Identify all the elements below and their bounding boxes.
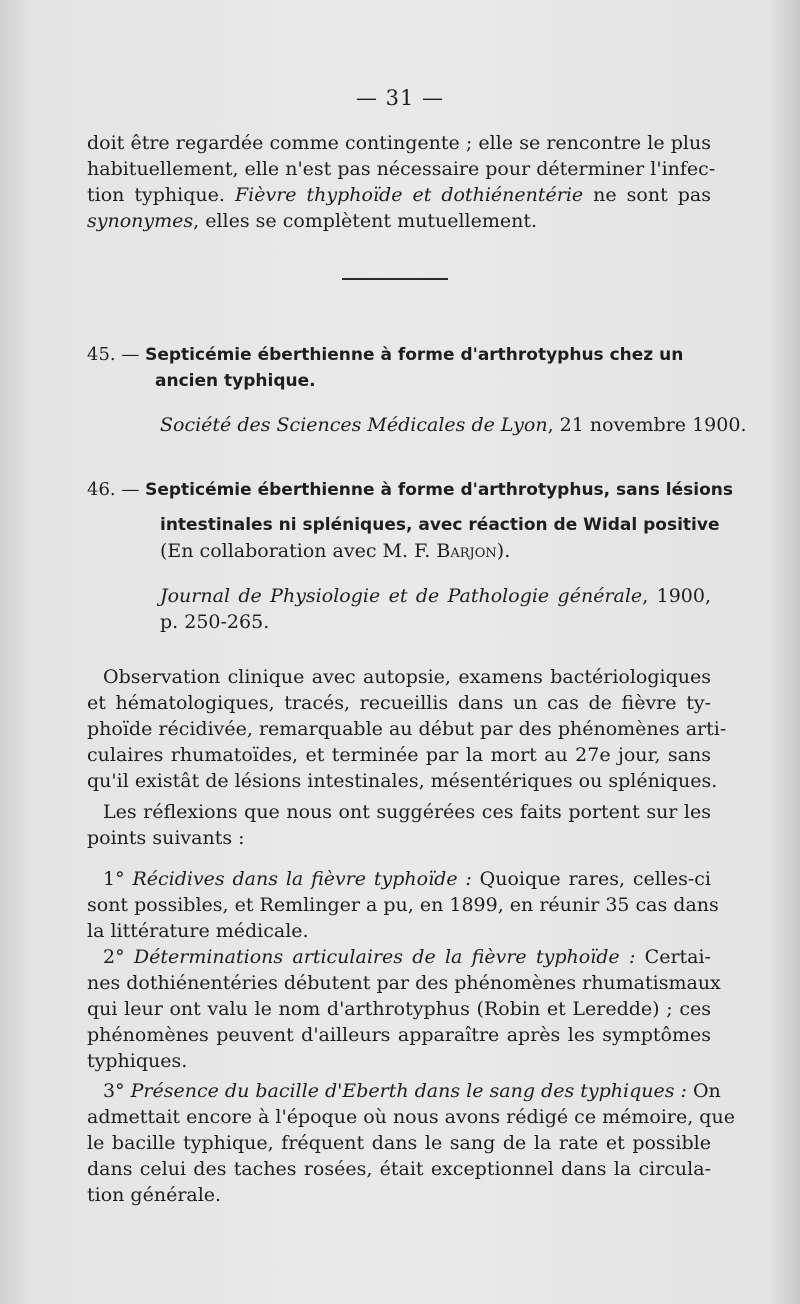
entry-46-source: Journal de Physiologie et de Pathologie générale, 1900, p. 250-265. [160, 585, 711, 633]
entry-title: 45. — Septicémie éberthienne à forme d'arthrotyphus chez un [87, 344, 684, 365]
journal-pages: p. 250-265. [160, 611, 270, 633]
source-date: , 21 novembre 1900. [547, 414, 747, 436]
point-3: 3° Présence du bacille d'Eberth dans le sang des typhiques : On admettait encore à l'époque où nous avons rédigé ce mémoire, que le bacille typhique, fréquent dans le sang de la rate et possible dans celui des taches rosées, était exceptionnel dans la circula- tion générale. [87, 1080, 735, 1206]
entry-46-cont [160, 512, 720, 564]
entry-45-source [160, 412, 747, 438]
entry-46 [87, 476, 733, 503]
body-paragraph-1: Observation clinique avec autopsie, examens bactériologiques et hématologiques, tracés, recueillis dans un cas de fièvre ty- phoïde récidivée, remarquable au début par des phénomènes arti- culaires rhumatoïdes, et terminée par la mort au 27e jour, sans qu'il existât de lésions intestinales, mésentériques ou spléniques. [87, 666, 727, 792]
text-line: habituellement, elle n'est pas nécessaire pour déterminer l'infec- [87, 158, 716, 180]
point-1: 1° Récidives dans la fièvre typhoïde : Quoique rares, celles-ci sont possibles, et Remlinger a pu, en 1899, en réunir 35 cas dans la littérature médicale. [87, 868, 719, 942]
entry-title-cont: intestinales ni spléniques, avec réaction de Widal positive [160, 515, 720, 535]
entry-title: 46. — Septicémie éberthienne à forme d'arthrotyphus, sans lésions [87, 479, 733, 500]
text-line: doit être regardée comme contingente ; elle se rencontre le plus [87, 132, 711, 154]
page-number: — 31 — [355, 86, 445, 110]
point-2: 2° Déterminations articulaires de la fièvre typhoïde : Certai- nes dothiénentéries débutent par des phénomènes rhumatismaux qui leur ont valu le nom d'arthrotyphus (Robin et Leredde) ; ces phénomènes peuvent d'ailleurs apparaître après les symptômes typhiques. [87, 946, 721, 1072]
body-paragraph-2: Les réflexions que nous ont suggérées ces faits portent sur les points suivants : [87, 801, 711, 849]
intro-paragraph [87, 130, 716, 234]
text-line: synonymes, elles se complètent mutuellement. [87, 210, 538, 232]
entry-title-cont: ancien typhique. [155, 371, 316, 391]
section-divider [342, 278, 448, 280]
collaboration-note: (En collaboration avec M. F. Barjon). [160, 540, 511, 562]
entry-45 [87, 341, 711, 394]
text-line: tion typhique. Fièvre thyphoïde et dothiénentérie ne sont pas [87, 184, 711, 206]
journal-name: Journal de Physiologie et de Pathologie générale [160, 585, 643, 607]
source-name: Société des Sciences Médicales de Lyon [160, 414, 548, 436]
